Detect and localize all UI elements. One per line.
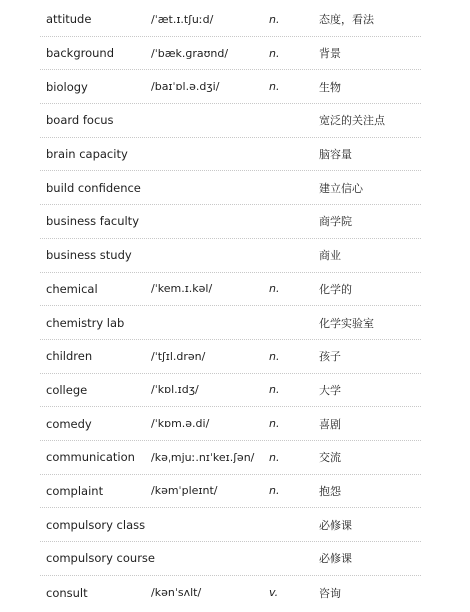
vocab-row [40,542,421,576]
vocab-part-of-speech: n. [269,349,280,363]
vocab-meaning: 喜剧 [319,417,341,431]
vocab-meaning: 化学实验室 [319,316,374,330]
vocab-part-of-speech: n. [269,484,280,498]
vocab-phonetic: /ˈæt.ɪ.tʃuːd/ [151,12,214,26]
vocab-meaning: 孩子 [319,350,341,364]
vocab-phonetic: /ˈbæk.ɡraʊnd/ [151,46,229,60]
vocab-row [40,306,421,340]
vocab-word: biology [46,79,88,94]
vocab-meaning: 大学 [319,383,341,397]
vocab-row [40,37,421,71]
vocab-meaning: 宽泛的关注点 [319,114,385,128]
vocab-phonetic: /ˈkɒl.ɪdʒ/ [151,383,199,397]
vocab-word: college [46,382,88,397]
vocab-word: background [46,46,115,61]
vocab-word: brain capacity [46,147,128,162]
vocab-meaning: 咨询 [319,586,341,600]
vocab-phonetic: /kənˈsʌlt/ [151,586,202,600]
vocab-word: attitude [46,12,92,27]
vocab-row [40,374,421,408]
vocab-meaning: 必修课 [319,518,352,532]
vocab-phonetic: /kəmˈpleɪnt/ [151,484,218,498]
vocab-meaning: 化学的 [319,282,352,296]
vocab-row [40,273,421,307]
vocab-part-of-speech: n. [269,80,280,94]
vocab-row [40,205,421,239]
vocab-meaning: 商学院 [319,215,352,229]
vocab-row [40,475,421,509]
vocab-word: consult [46,585,88,600]
vocab-word: complaint [46,483,104,498]
vocab-word: board focus [46,113,114,128]
vocab-row [40,340,421,374]
vocab-part-of-speech: n. [269,383,280,397]
vocab-meaning: 建立信心 [319,181,363,195]
vocab-meaning: 生物 [319,80,341,94]
vocab-word: communication [46,450,135,465]
vocab-word: comedy [46,416,92,431]
vocab-meaning: 交流 [319,451,341,465]
vocab-part-of-speech: n. [269,282,280,296]
vocab-word: build confidence [46,180,141,195]
vocab-row [40,239,421,273]
vocab-part-of-speech: n. [269,46,280,60]
vocab-word: chemistry lab [46,315,125,330]
vocabulary-table [40,3,421,609]
vocab-meaning: 必修课 [319,552,352,566]
vocab-row [40,104,421,138]
vocab-part-of-speech: n. [269,12,280,26]
vocab-part-of-speech: n. [269,417,280,431]
vocab-row [40,576,421,610]
vocab-phonetic: /ˈtʃɪl.drən/ [151,349,206,363]
vocab-phonetic: /ˈkɒm.ə.di/ [151,417,210,431]
vocab-word: compulsory class [46,517,146,532]
vocab-row [40,138,421,172]
vocab-row [40,441,421,475]
vocab-word: compulsory course [46,551,156,566]
vocab-meaning: 商业 [319,249,341,263]
vocab-meaning: 抱怨 [319,484,341,498]
vocab-row [40,171,421,205]
vocab-row [40,70,421,104]
vocab-word: chemical [46,281,98,296]
vocab-phonetic: /ˈkem.ɪ.kəl/ [151,282,213,296]
vocab-word: business study [46,248,132,263]
vocab-word: business faculty [46,214,139,229]
vocab-meaning: 态度，看法 [319,13,374,27]
vocab-phonetic: /kəˌmjuː.nɪˈkeɪ.ʃən/ [151,450,255,464]
vocab-word: children [46,349,93,364]
vocab-row [40,407,421,441]
vocab-row [40,508,421,542]
vocab-part-of-speech: n. [269,450,280,464]
vocab-row [40,3,421,37]
vocab-part-of-speech: v. [269,586,279,600]
vocab-phonetic: /baɪˈɒl.ə.dʒi/ [151,80,220,94]
vocab-meaning: 背景 [319,47,341,61]
vocab-meaning: 脑容量 [319,148,352,162]
